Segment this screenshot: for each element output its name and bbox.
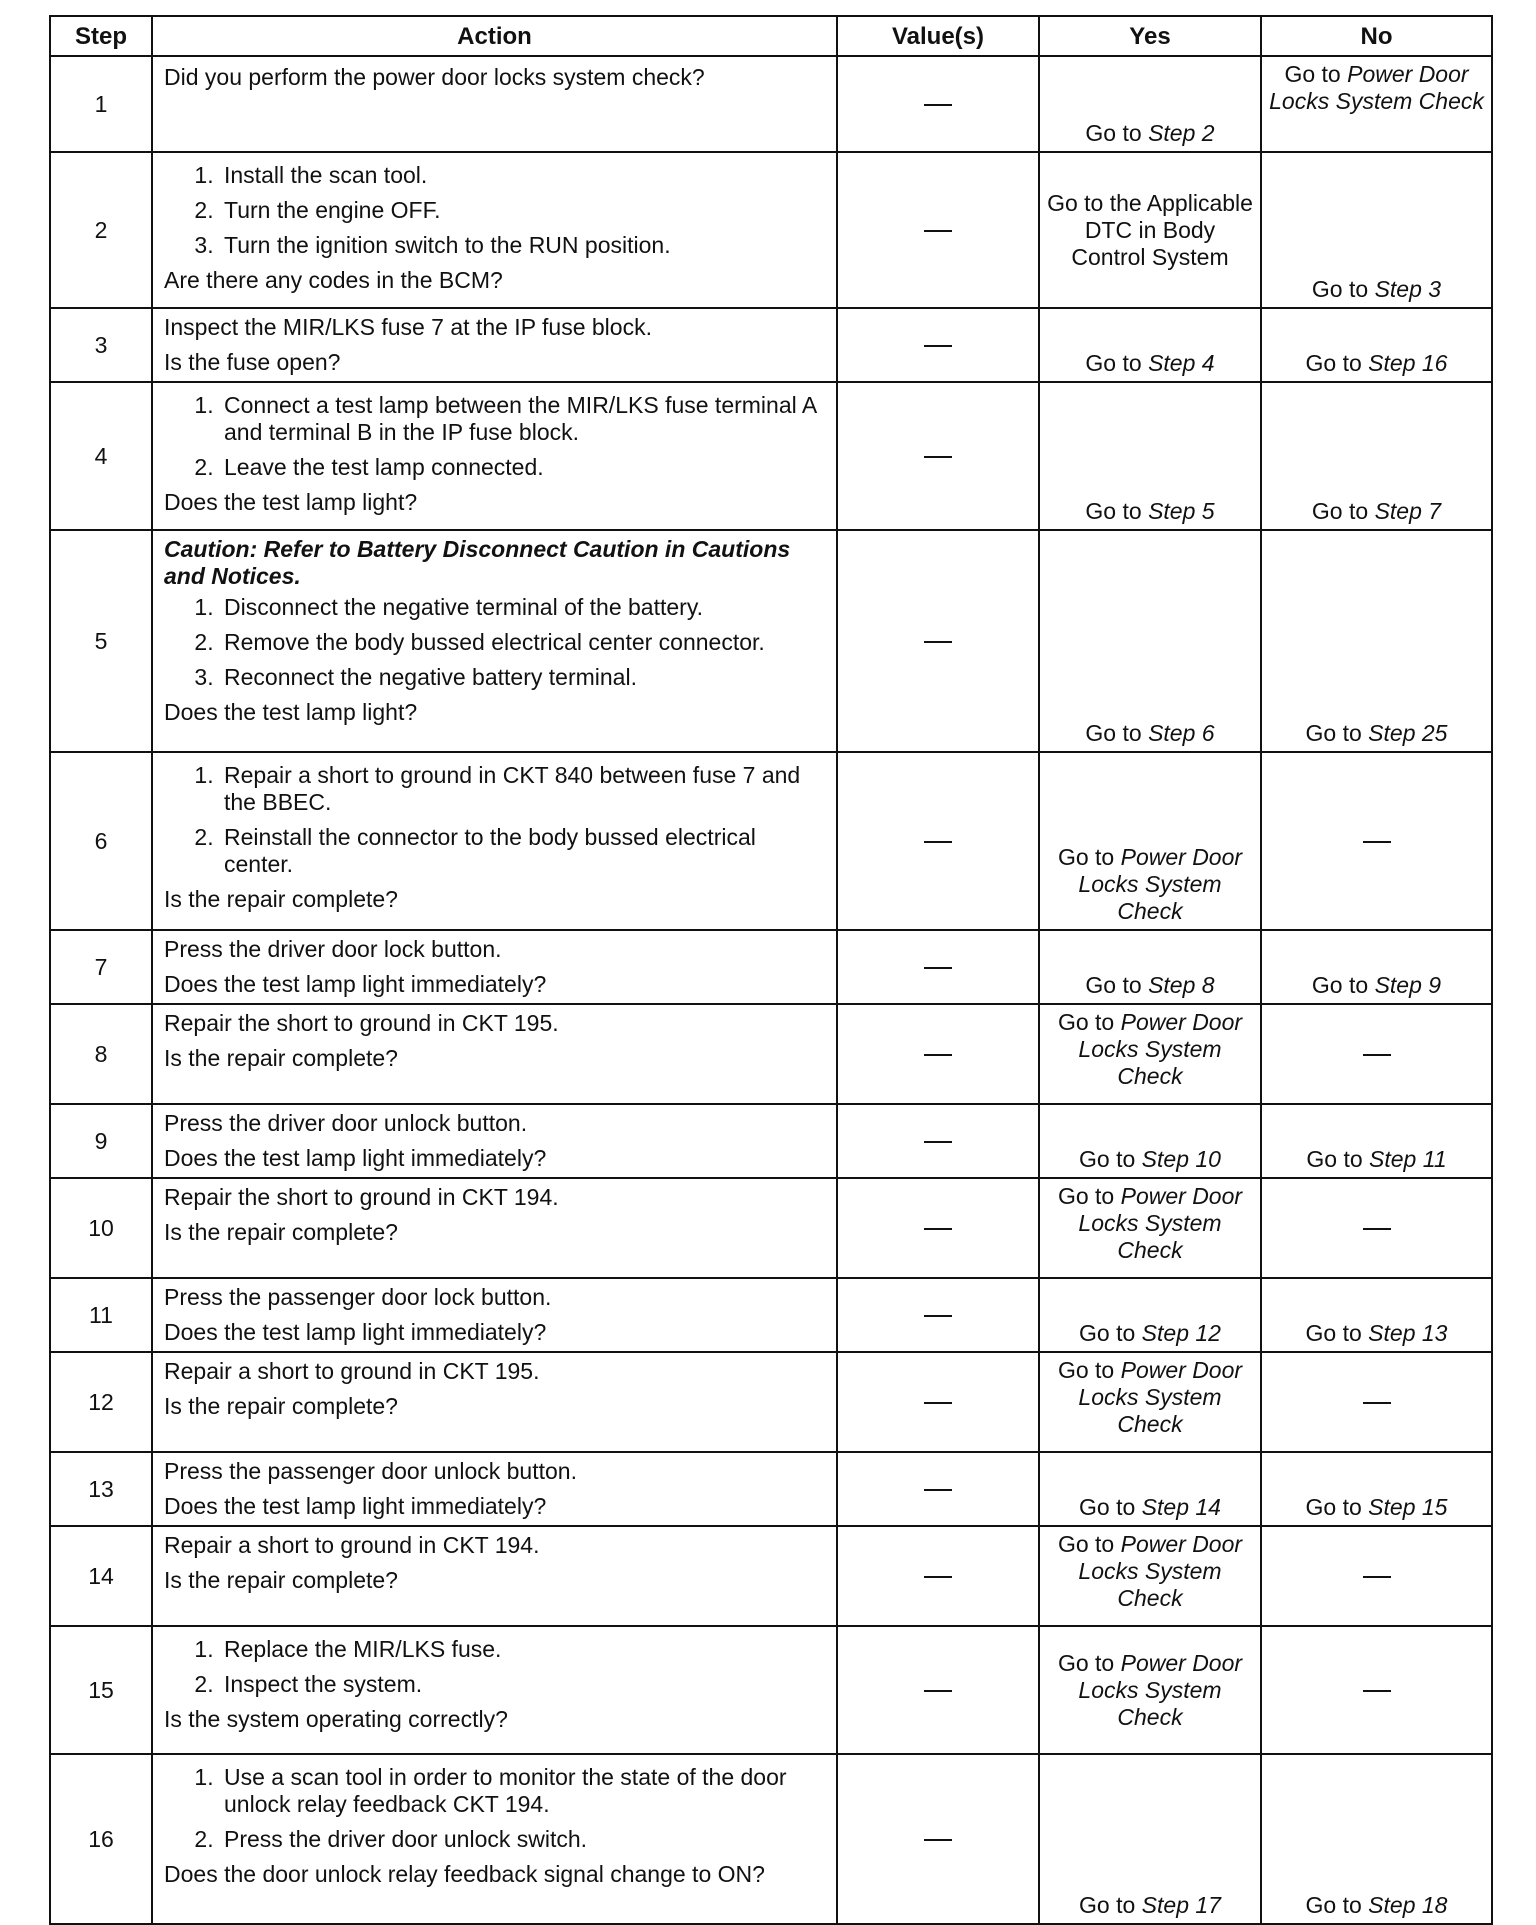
- value-cell: [837, 1626, 1039, 1754]
- action-steps-list: [164, 594, 825, 691]
- action-statement: Press the passenger door unlock button.: [164, 1458, 577, 1484]
- result-ref-link[interactable]: Step 7: [1374, 498, 1442, 524]
- result-ref-link[interactable]: Power Door Locks System Check: [1078, 1357, 1243, 1437]
- no-cell: [1261, 1104, 1492, 1178]
- result-ref-link[interactable]: Step 18: [1368, 1892, 1448, 1918]
- result-ref-link[interactable]: Step 12: [1141, 1320, 1221, 1346]
- dash-mark: [1363, 1228, 1391, 1230]
- action-question: Does the test lamp light?: [164, 699, 418, 725]
- action-question: Does the door unlock relay feedback signal change to ON?: [164, 1861, 765, 1887]
- step-number: 8: [50, 1004, 152, 1104]
- dash-mark: [924, 1690, 952, 1692]
- dash-mark: [924, 104, 952, 106]
- result-ref-link[interactable]: Step 4: [1148, 350, 1215, 376]
- result-prefix: Go to: [1085, 972, 1149, 998]
- action-question: Does the test lamp light immediately?: [164, 1145, 547, 1171]
- yes-cell: [1039, 1352, 1261, 1452]
- header-values: Value(s): [837, 16, 1039, 56]
- step-number: 2: [50, 152, 152, 308]
- table-body: [50, 56, 1492, 1924]
- result-prefix: Go to: [1085, 498, 1149, 524]
- dash-mark: [924, 345, 952, 347]
- no-cell: [1261, 1626, 1492, 1754]
- result-ref-link[interactable]: Step 15: [1368, 1494, 1448, 1520]
- yes-cell: [1039, 752, 1261, 930]
- result-prefix: Go to: [1057, 1009, 1121, 1035]
- value-cell: [837, 1352, 1039, 1452]
- result-ref-link[interactable]: Step 10: [1141, 1146, 1221, 1172]
- result-ref-link[interactable]: Step 9: [1374, 972, 1442, 998]
- table-row: [50, 930, 1492, 1004]
- step-number: 7: [50, 930, 152, 1004]
- step-number: 11: [50, 1278, 152, 1352]
- yes-cell: [1039, 1104, 1261, 1178]
- step-number: 9: [50, 1104, 152, 1178]
- action-cell: [152, 752, 837, 930]
- value-cell: [837, 530, 1039, 752]
- result-prefix: Go to: [1079, 1146, 1142, 1172]
- yes-cell: [1039, 1754, 1261, 1924]
- result-prefix: Go to: [1057, 1649, 1121, 1676]
- result-prefix: Go to: [1311, 498, 1375, 524]
- table-row: [50, 1452, 1492, 1526]
- value-cell: [837, 1278, 1039, 1352]
- result-ref-link[interactable]: Step 3: [1374, 276, 1442, 302]
- result-ref-link[interactable]: Step 6: [1148, 720, 1215, 746]
- result-prefix: Go to: [1305, 720, 1369, 746]
- action-question: Are there any codes in the BCM?: [164, 267, 503, 293]
- dash-mark: [924, 1489, 952, 1491]
- dash-mark: [1363, 1054, 1391, 1056]
- result-prefix: Go to: [1305, 350, 1369, 376]
- action-question: Is the repair complete?: [164, 1567, 398, 1593]
- result-ref-link[interactable]: Power Door Locks System Check: [1078, 1649, 1243, 1730]
- action-statement: Inspect the MIR/LKS fuse 7 at the IP fuse block.: [164, 314, 652, 340]
- value-cell: [837, 152, 1039, 308]
- step-number: 10: [50, 1178, 152, 1278]
- step-number: 5: [50, 530, 152, 752]
- action-step-item: 2. Turn the engine OFF.: [220, 197, 825, 224]
- action-question: Does the test lamp light immediately?: [164, 1319, 547, 1345]
- action-cell: [152, 56, 837, 152]
- result-prefix: Go to: [1305, 1320, 1369, 1346]
- dash-mark: [924, 967, 952, 969]
- no-cell: [1261, 1278, 1492, 1352]
- action-cell: [152, 1452, 837, 1526]
- yes-cell: [1039, 1004, 1261, 1104]
- action-statement: Repair the short to ground in CKT 194.: [164, 1184, 559, 1210]
- action-cell: [152, 1104, 837, 1178]
- action-step-item: 1. Connect a test lamp between the MIR/LKS fuse terminal A and terminal B in the IP fuse block.: [220, 392, 825, 446]
- no-cell: [1261, 1178, 1492, 1278]
- no-cell: [1261, 1754, 1492, 1924]
- header-row: [50, 16, 1492, 56]
- action-question: Does the test lamp light immediately?: [164, 1493, 547, 1519]
- action-question: Is the repair complete?: [164, 886, 398, 912]
- action-steps-list: [164, 762, 825, 878]
- table-row: [50, 1178, 1492, 1278]
- no-cell: [1261, 152, 1492, 308]
- action-question: Is the fuse open?: [164, 349, 341, 375]
- action-statement: Press the driver door unlock button.: [164, 1110, 528, 1136]
- result-prefix: Go to: [1085, 350, 1149, 376]
- action-step-item: 2. Leave the test lamp connected.: [220, 454, 825, 481]
- dash-mark: [1363, 1690, 1391, 1692]
- dash-mark: [924, 456, 952, 458]
- action-statement: Press the passenger door lock button.: [164, 1284, 552, 1310]
- result-ref-link[interactable]: Step 2: [1148, 120, 1215, 146]
- no-cell: [1261, 1452, 1492, 1526]
- step-number: 3: [50, 308, 152, 382]
- result-prefix: Go to: [1079, 1892, 1142, 1918]
- action-statement: Press the driver door lock button.: [164, 936, 502, 962]
- step-number: 4: [50, 382, 152, 530]
- result-ref-link[interactable]: Step 8: [1148, 972, 1215, 998]
- value-cell: [837, 308, 1039, 382]
- result-ref-link[interactable]: Step 13: [1368, 1320, 1448, 1346]
- result-prefix: Go to: [1305, 1892, 1369, 1918]
- result-prefix: Go to: [1306, 1146, 1370, 1172]
- yes-cell: [1039, 530, 1261, 752]
- yes-cell: [1039, 930, 1261, 1004]
- action-cell: [152, 1352, 837, 1452]
- no-cell: [1261, 1352, 1492, 1452]
- result-prefix: Go to: [1085, 720, 1149, 746]
- action-cell: [152, 382, 837, 530]
- result-prefix: Go to: [1284, 61, 1348, 87]
- diagnostic-table: [49, 15, 1493, 1925]
- value-cell: [837, 1104, 1039, 1178]
- action-question: Is the repair complete?: [164, 1219, 398, 1245]
- result-prefix: Go to: [1311, 972, 1375, 998]
- table-row: [50, 1278, 1492, 1352]
- value-cell: [837, 382, 1039, 530]
- yes-cell: [1039, 1526, 1261, 1626]
- action-cell: [152, 1526, 837, 1626]
- header-action: Action: [152, 16, 837, 56]
- header-no: No: [1261, 16, 1492, 56]
- action-step-item: 1. Replace the MIR/LKS fuse.: [220, 1636, 825, 1663]
- value-cell: [837, 1452, 1039, 1526]
- dash-mark: [924, 1141, 952, 1143]
- dash-mark: [1363, 1402, 1391, 1404]
- table-row: [50, 752, 1492, 930]
- action-step-item: 1. Repair a short to ground in CKT 840 between fuse 7 and the BBEC.: [220, 762, 825, 816]
- action-statement: Repair a short to ground in CKT 194.: [164, 1532, 540, 1558]
- action-step-item: 1. Disconnect the negative terminal of the battery.: [220, 594, 825, 621]
- no-cell: [1261, 382, 1492, 530]
- action-step-item: 2. Reinstall the connector to the body bussed electrical center.: [220, 824, 825, 878]
- no-cell: [1261, 752, 1492, 930]
- yes-cell: [1039, 1278, 1261, 1352]
- result-ref-link[interactable]: Step 14: [1141, 1494, 1221, 1520]
- result-ref-link[interactable]: Step 16: [1368, 350, 1448, 376]
- table-row: [50, 308, 1492, 382]
- action-question: Is the system operating correctly?: [164, 1706, 508, 1732]
- dash-mark: [924, 1054, 952, 1056]
- value-cell: [837, 1526, 1039, 1626]
- action-steps-list: [164, 1764, 825, 1853]
- table-row: [50, 530, 1492, 752]
- action-step-item: 3. Reconnect the negative battery terminal.: [220, 664, 825, 691]
- result-prefix: Go to: [1079, 1320, 1142, 1346]
- result-text: Go to the Applicable DTC in Body Control System: [1047, 189, 1253, 270]
- table-row: [50, 1004, 1492, 1104]
- result-prefix: Go to: [1079, 1494, 1142, 1520]
- action-cell: [152, 308, 837, 382]
- no-cell: [1261, 930, 1492, 1004]
- result-prefix: Go to: [1311, 276, 1375, 302]
- value-cell: [837, 930, 1039, 1004]
- dash-mark: [924, 841, 952, 843]
- action-step-item: 2. Press the driver door unlock switch.: [220, 1826, 825, 1853]
- dash-mark: [924, 1228, 952, 1230]
- action-statement: Repair a short to ground in CKT 195.: [164, 1358, 540, 1384]
- header-step: Step: [50, 16, 152, 56]
- table-row: [50, 56, 1492, 152]
- yes-cell: [1039, 152, 1261, 308]
- action-cell: [152, 530, 837, 752]
- yes-cell: [1039, 56, 1261, 152]
- table-row: [50, 152, 1492, 308]
- result-prefix: Go to: [1085, 120, 1149, 146]
- result-prefix: Go to: [1057, 844, 1121, 870]
- table-row: [50, 1104, 1492, 1178]
- value-cell: [837, 1754, 1039, 1924]
- action-question: Does the test lamp light immediately?: [164, 971, 547, 997]
- action-step-item: 3. Turn the ignition switch to the RUN position.: [220, 232, 825, 259]
- yes-cell: [1039, 1626, 1261, 1754]
- table-row: [50, 1754, 1492, 1924]
- action-step-item: 1. Use a scan tool in order to monitor the state of the door unlock relay feedback CKT 194.: [220, 1764, 825, 1818]
- no-cell: [1261, 530, 1492, 752]
- result-prefix: Go to: [1305, 1494, 1369, 1520]
- dash-mark: [924, 1315, 952, 1317]
- action-step-item: 1. Install the scan tool.: [220, 162, 825, 189]
- header-yes: Yes: [1039, 16, 1261, 56]
- yes-cell: [1039, 1178, 1261, 1278]
- action-question: Is the repair complete?: [164, 1393, 398, 1419]
- result-ref-link[interactable]: Power Door Locks System Check: [1078, 1009, 1243, 1089]
- step-number: 16: [50, 1754, 152, 1924]
- action-cell: [152, 1178, 837, 1278]
- result-ref-link[interactable]: Power Door Locks System Check: [1078, 844, 1243, 924]
- action-step-item: 2. Inspect the system.: [220, 1671, 825, 1698]
- action-steps-list: [164, 1636, 825, 1698]
- action-question: Did you perform the power door locks system check?: [164, 64, 705, 90]
- result-ref-link[interactable]: Step 25: [1368, 720, 1448, 746]
- dash-mark: [924, 230, 952, 232]
- step-number: 12: [50, 1352, 152, 1452]
- dash-mark: [1363, 841, 1391, 843]
- step-number: 13: [50, 1452, 152, 1526]
- yes-cell: [1039, 382, 1261, 530]
- step-number: 14: [50, 1526, 152, 1626]
- no-cell: [1261, 56, 1492, 152]
- action-cell: [152, 930, 837, 1004]
- dash-mark: [1363, 1576, 1391, 1578]
- yes-cell: [1039, 1452, 1261, 1526]
- value-cell: [837, 1004, 1039, 1104]
- no-cell: [1261, 308, 1492, 382]
- result-ref-link[interactable]: Power Door Locks System Check: [1078, 1183, 1243, 1263]
- action-steps-list: [164, 162, 825, 259]
- dash-mark: [924, 1402, 952, 1404]
- result-ref-link[interactable]: Power Door Locks System Check: [1078, 1531, 1243, 1611]
- table-row: [50, 1526, 1492, 1626]
- action-steps-list: [164, 392, 825, 481]
- action-cell: [152, 1754, 837, 1924]
- result-prefix: Go to: [1057, 1531, 1121, 1557]
- dash-mark: [924, 1839, 952, 1841]
- dash-mark: [924, 641, 952, 643]
- value-cell: [837, 56, 1039, 152]
- step-number: 15: [50, 1626, 152, 1754]
- result-ref-link[interactable]: Step 11: [1369, 1146, 1447, 1172]
- table-row: [50, 382, 1492, 530]
- result-ref-link[interactable]: Step 5: [1148, 498, 1215, 524]
- action-cell: [152, 1278, 837, 1352]
- no-cell: [1261, 1526, 1492, 1626]
- value-cell: [837, 752, 1039, 930]
- caution-text: Caution: Refer to Battery Disconnect Caution in Cautions and Notices.: [164, 536, 791, 589]
- no-cell: [1261, 1004, 1492, 1104]
- step-number: 6: [50, 752, 152, 930]
- value-cell: [837, 1178, 1039, 1278]
- action-cell: [152, 152, 837, 308]
- result-ref-link[interactable]: Power Door Locks System Check: [1269, 61, 1484, 114]
- yes-cell: [1039, 308, 1261, 382]
- action-question: Is the repair complete?: [164, 1045, 398, 1071]
- result-ref-link[interactable]: Step 17: [1141, 1892, 1221, 1918]
- action-statement: Repair the short to ground in CKT 195.: [164, 1010, 559, 1036]
- step-number: 1: [50, 56, 152, 152]
- action-cell: [152, 1004, 837, 1104]
- action-step-item: 2. Remove the body bussed electrical center connector.: [220, 629, 825, 656]
- action-question: Does the test lamp light?: [164, 489, 418, 515]
- table-row: [50, 1352, 1492, 1452]
- dash-mark: [924, 1576, 952, 1578]
- result-prefix: Go to: [1057, 1183, 1121, 1209]
- action-cell: [152, 1626, 837, 1754]
- table-row: [50, 1626, 1492, 1754]
- result-prefix: Go to: [1057, 1357, 1121, 1383]
